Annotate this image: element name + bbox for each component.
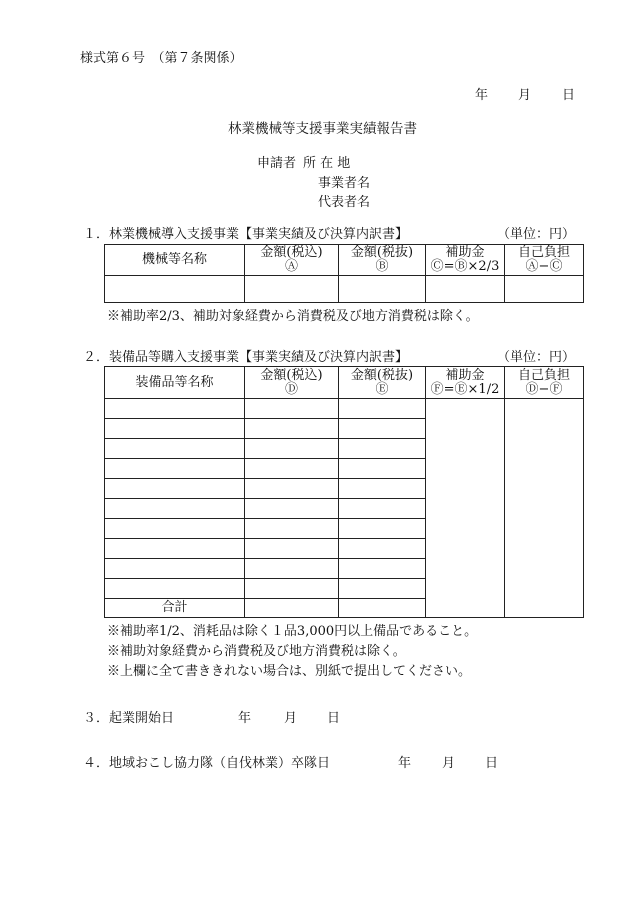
amount-tax-excl-cell[interactable] <box>339 539 426 559</box>
table-row <box>105 399 584 419</box>
subsidy-merged-cell[interactable] <box>426 399 505 618</box>
amount-tax-excl-cell[interactable] <box>339 519 426 539</box>
section1-unit: （単位：円） <box>497 227 576 242</box>
col-amount-tax-incl: 金額(税込) Ⓐ <box>245 245 339 276</box>
subsidy-cell[interactable] <box>426 276 505 303</box>
equipment-name-cell[interactable] <box>105 559 245 579</box>
section2-table <box>104 366 584 618</box>
section1-table <box>104 244 584 303</box>
amount-tax-incl-cell[interactable] <box>245 419 339 439</box>
total-label: 合計 <box>105 599 245 618</box>
address-label: 所 在 地 <box>303 156 351 171</box>
col-amount-tax-excl: 金額(税抜) Ⓑ <box>339 245 426 276</box>
self-pay-merged-cell[interactable] <box>505 399 584 618</box>
section3-month: 月 <box>284 711 298 726</box>
date-month-label: 月 <box>518 88 532 103</box>
section3-year: 年 <box>238 711 252 726</box>
section4-year: 年 <box>398 756 412 771</box>
section1-header-row <box>105 245 584 276</box>
applicant-label: 申請者 <box>257 156 297 171</box>
section2-note-2: ※補助対象経費から消費税及び地方消費税は除く。 <box>107 644 406 659</box>
section3-label: ３．起業開始日 <box>83 711 175 726</box>
equipment-name-cell[interactable] <box>105 439 245 459</box>
section3-day: 日 <box>327 711 341 726</box>
section2-note-3: ※上欄に全て書ききれない場合は、別紙で提出してください。 <box>107 664 472 679</box>
amount-tax-incl-cell[interactable] <box>245 519 339 539</box>
total-tax-incl-cell[interactable] <box>245 599 339 618</box>
section2-note-1: ※補助率1/2、消耗品は除く１品3,000円以上備品であること。 <box>107 624 478 639</box>
col-subsidy: 補助金 Ⓕ=Ⓔ×1/2 <box>426 367 505 399</box>
col-amount-tax-excl: 金額(税抜) Ⓔ <box>339 367 426 399</box>
col-subsidy: 補助金 Ⓒ=Ⓑ×2/3 <box>426 245 505 276</box>
equipment-name-cell[interactable] <box>105 479 245 499</box>
amount-tax-excl-cell[interactable] <box>339 276 426 303</box>
machine-name-cell[interactable] <box>105 276 245 303</box>
equipment-name-cell[interactable] <box>105 539 245 559</box>
col-equipment-name: 装備品等名称 <box>105 367 245 399</box>
section4-month: 月 <box>442 756 456 771</box>
equipment-name-cell[interactable] <box>105 419 245 439</box>
date-year-label: 年 <box>475 88 489 103</box>
document-title: 林業機械等支援事業実績報告書 <box>228 121 417 137</box>
section2-heading: ２．装備品等購入支援事業【事業実績及び決算内訳書】 <box>83 350 409 365</box>
section2-header-row <box>105 367 584 399</box>
amount-tax-incl-cell[interactable] <box>245 539 339 559</box>
equipment-name-cell[interactable] <box>105 579 245 599</box>
col-self-pay: 自己負担 Ⓓ−Ⓕ <box>505 367 584 399</box>
business-name-label: 事業者名 <box>318 176 371 191</box>
col-self-pay: 自己負担 Ⓐ−Ⓒ <box>505 245 584 276</box>
col-machine-name: 機械等名称 <box>105 245 245 276</box>
amount-tax-excl-cell[interactable] <box>339 559 426 579</box>
self-pay-cell[interactable] <box>505 276 584 303</box>
amount-tax-incl-cell[interactable] <box>245 276 339 303</box>
amount-tax-excl-cell[interactable] <box>339 399 426 419</box>
amount-tax-incl-cell[interactable] <box>245 579 339 599</box>
amount-tax-excl-cell[interactable] <box>339 499 426 519</box>
amount-tax-excl-cell[interactable] <box>339 419 426 439</box>
amount-tax-excl-cell[interactable] <box>339 459 426 479</box>
equipment-name-cell[interactable] <box>105 499 245 519</box>
amount-tax-incl-cell[interactable] <box>245 439 339 459</box>
section1-note: ※補助率2/3、補助対象経費から消費税及び地方消費税は除く。 <box>107 309 479 324</box>
amount-tax-incl-cell[interactable] <box>245 499 339 519</box>
section4-label: ４．地域おこし協力隊（自伐林業）卒隊日 <box>83 756 331 771</box>
amount-tax-incl-cell[interactable] <box>245 479 339 499</box>
date-day-label: 日 <box>562 88 576 103</box>
amount-tax-excl-cell[interactable] <box>339 579 426 599</box>
amount-tax-incl-cell[interactable] <box>245 459 339 479</box>
equipment-name-cell[interactable] <box>105 399 245 419</box>
representative-label: 代表者名 <box>318 195 371 210</box>
amount-tax-excl-cell[interactable] <box>339 479 426 499</box>
amount-tax-excl-cell[interactable] <box>339 439 426 459</box>
form-number: 様式第６号 （第７条関係） <box>80 51 243 66</box>
section4-day: 日 <box>485 756 499 771</box>
equipment-name-cell[interactable] <box>105 519 245 539</box>
col-amount-tax-incl: 金額(税込) Ⓓ <box>245 367 339 399</box>
amount-tax-incl-cell[interactable] <box>245 559 339 579</box>
section2-unit: （単位：円） <box>497 350 576 365</box>
amount-tax-incl-cell[interactable] <box>245 399 339 419</box>
section1-heading: １．林業機械導入支援事業【事業実績及び決算内訳書】 <box>83 227 409 242</box>
table-row <box>105 276 584 303</box>
equipment-name-cell[interactable] <box>105 459 245 479</box>
total-tax-excl-cell[interactable] <box>339 599 426 618</box>
